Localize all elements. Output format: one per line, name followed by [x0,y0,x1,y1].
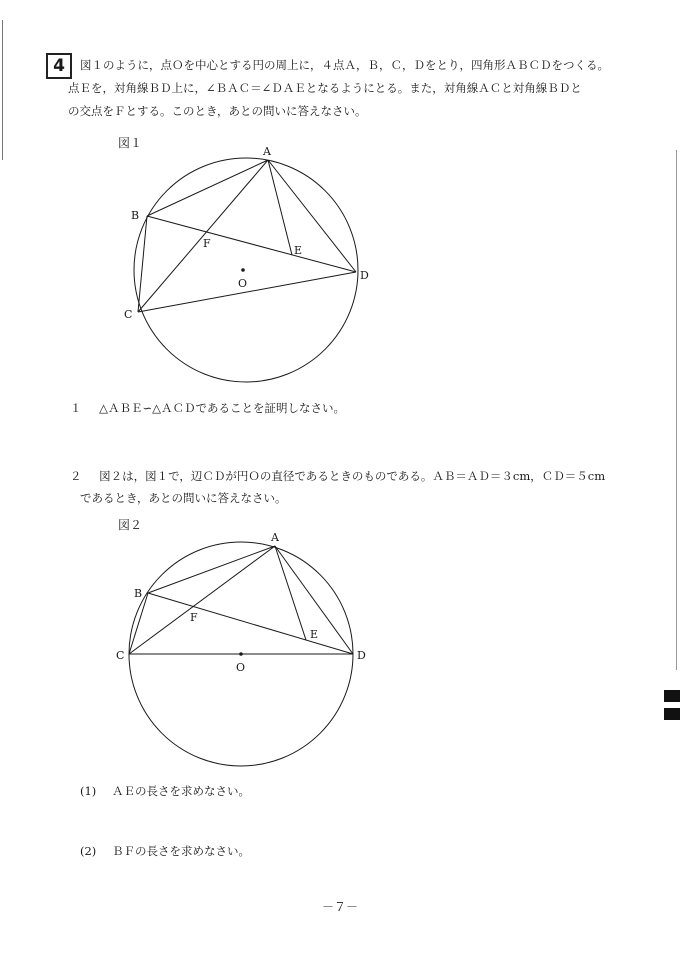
fig2-segment-ac [129,546,275,654]
part-2-text: ＢＦの長さを求めなさい。 [111,844,250,858]
part-1-number: (1) [80,784,97,798]
fig1-label-d: D [360,269,369,282]
fig2-segment-bd [148,593,353,654]
fig2-label-d: D [357,649,366,662]
fig2-label-o: O [236,661,246,674]
fig1-label-f: F [203,237,211,250]
fig2-label-a: A [271,531,279,544]
intro-line: 図１のように，点Ｏを中心とする円の周上に，４点Ａ，Ｂ，Ｃ，Ｄをとり，四角形ＡＢＣＤをつくる。 [80,58,609,72]
fig2-label-b: B [134,587,143,600]
question-number-box: 4 [46,53,72,79]
fig2-center-dot [239,652,243,656]
fig1-label-e: E [294,244,303,257]
figure2-label: 図２ [118,518,143,532]
fig2-label-c: C [116,649,125,662]
subquestion-2-continued: であるとき，あとの問いに答えなさい。 [80,491,287,505]
subquestion-2-line: 図２は，図１で，辺ＣＤが円Ｏの直径であるときのものである。ＡＢ＝ＡＤ＝３cm，ＣＤ＝５cm [99,469,606,483]
intro-line: 点Ｅを，対角線ＢＤ上に，∠ＢＡＣ＝∠ＤＡＥとなるようにとる。また，対角線ＡＣと対角線ＢＤと [68,81,582,95]
intro-line: の交点をＦとする。このとき，あとの問いに答えなさい。 [68,104,367,118]
fig1-label-o: O [238,277,248,290]
page-number: －７－ [321,900,358,914]
fig2-label-e: E [310,628,319,641]
part-2 [80,843,250,859]
fig1-label-b: B [131,209,140,222]
part-2-number: (2) [80,844,97,858]
fig1-label-c: C [124,308,133,321]
fig1-label-a: A [263,145,271,158]
subquestion-2-number: ２ [70,469,82,483]
part-1-text: ＡＥの長さを求めなさい。 [111,784,250,798]
fig2-label-f: F [190,611,198,624]
subquestion-1-number: １ [70,401,82,415]
figure1-label: 図１ [118,136,143,150]
subquestion-1-text: △ＡＢＥ∽△ＡＣＤであることを証明しなさい。 [99,401,345,415]
part-1 [80,783,250,799]
fig2-segment-bc [129,593,148,654]
